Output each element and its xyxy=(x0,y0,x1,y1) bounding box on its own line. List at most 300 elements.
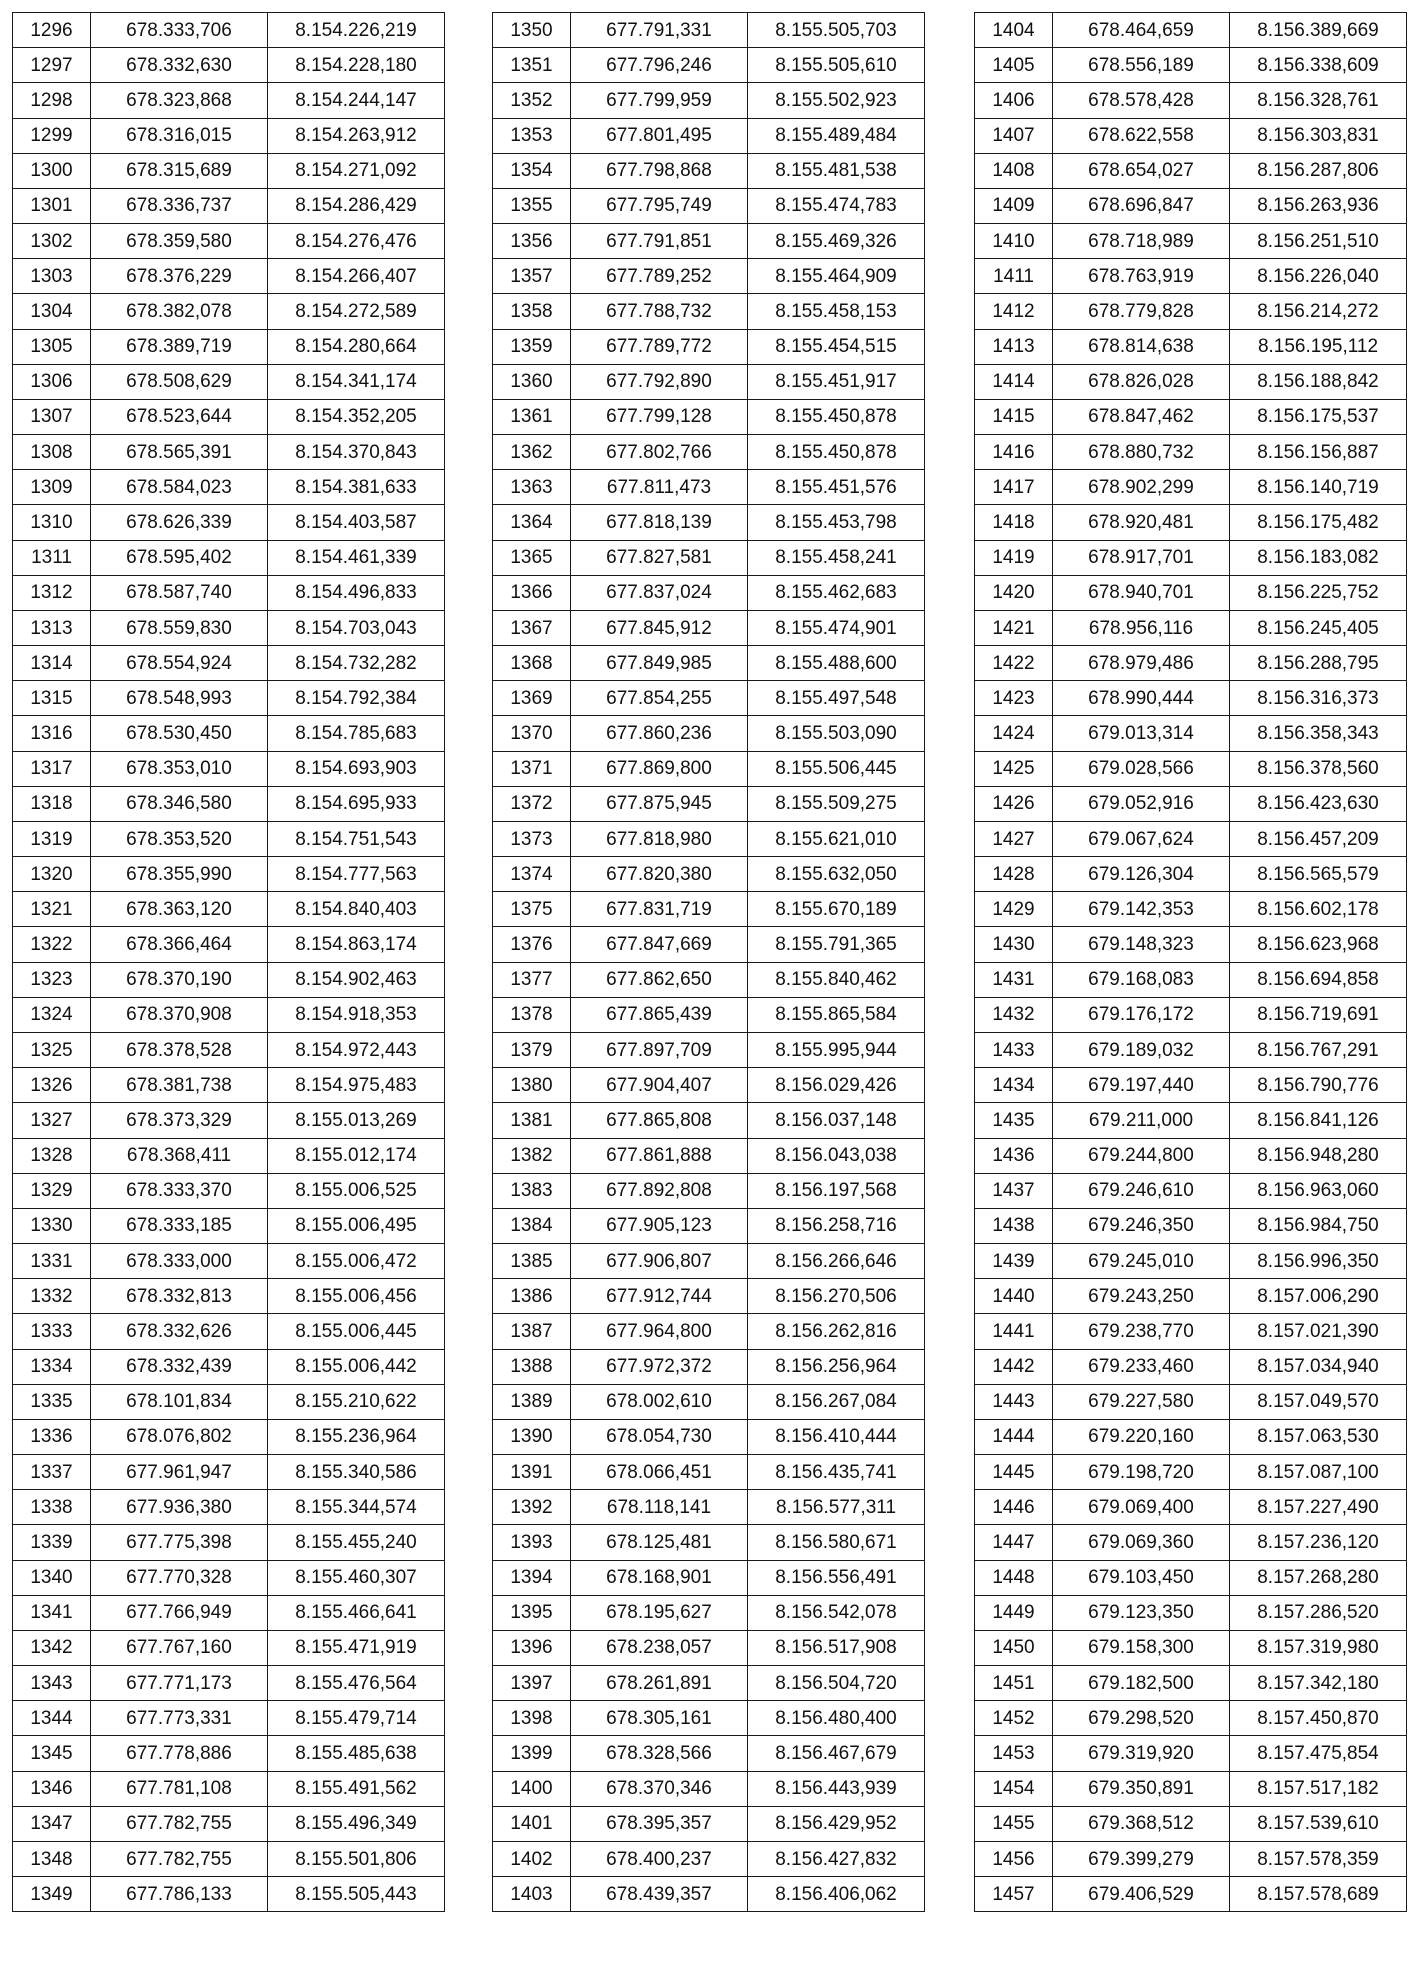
table-row xyxy=(13,1630,445,1665)
northing-cell: 8.155.458,153 xyxy=(748,294,925,329)
point-number-cell: 1376 xyxy=(493,927,571,962)
table-row xyxy=(13,1455,445,1490)
point-number-cell: 1306 xyxy=(13,364,91,399)
table-row xyxy=(13,1244,445,1279)
table-row xyxy=(13,927,445,962)
easting-cell: 679.211,000 xyxy=(1053,1103,1230,1138)
northing-cell: 8.157.227,490 xyxy=(1230,1490,1407,1525)
northing-cell: 8.155.497,548 xyxy=(748,681,925,716)
table-row xyxy=(975,1244,1407,1279)
northing-cell: 8.154.228,180 xyxy=(268,48,445,83)
table-row xyxy=(13,1806,445,1841)
easting-cell: 678.378,528 xyxy=(91,1032,268,1067)
easting-cell: 678.332,813 xyxy=(91,1279,268,1314)
point-number-cell: 1406 xyxy=(975,83,1053,118)
easting-cell: 678.261,891 xyxy=(571,1666,748,1701)
northing-cell: 8.156.029,426 xyxy=(748,1068,925,1103)
point-number-cell: 1438 xyxy=(975,1208,1053,1243)
easting-cell: 679.168,083 xyxy=(1053,962,1230,997)
table-row xyxy=(975,1525,1407,1560)
easting-cell: 677.861,888 xyxy=(571,1138,748,1173)
northing-cell: 8.155.460,307 xyxy=(268,1560,445,1595)
point-number-cell: 1315 xyxy=(13,681,91,716)
table-row xyxy=(13,1279,445,1314)
table-row xyxy=(493,716,925,751)
northing-cell: 8.157.034,940 xyxy=(1230,1349,1407,1384)
table-row xyxy=(13,1419,445,1454)
northing-cell: 8.155.450,878 xyxy=(748,435,925,470)
easting-cell: 679.013,314 xyxy=(1053,716,1230,751)
northing-cell: 8.156.267,084 xyxy=(748,1384,925,1419)
point-number-cell: 1444 xyxy=(975,1419,1053,1454)
point-number-cell: 1358 xyxy=(493,294,571,329)
point-number-cell: 1375 xyxy=(493,892,571,927)
easting-cell: 677.786,133 xyxy=(91,1877,268,1912)
point-number-cell: 1453 xyxy=(975,1736,1053,1771)
easting-cell: 679.198,720 xyxy=(1053,1455,1230,1490)
table-row xyxy=(13,118,445,153)
northing-cell: 8.155.474,783 xyxy=(748,188,925,223)
easting-cell: 679.126,304 xyxy=(1053,857,1230,892)
table-row xyxy=(13,1877,445,1912)
northing-cell: 8.154.263,912 xyxy=(268,118,445,153)
point-number-cell: 1316 xyxy=(13,716,91,751)
easting-cell: 679.142,353 xyxy=(1053,892,1230,927)
table-row xyxy=(975,259,1407,294)
northing-cell: 8.156.245,405 xyxy=(1230,610,1407,645)
point-number-cell: 1365 xyxy=(493,540,571,575)
table-row xyxy=(493,1279,925,1314)
table-row xyxy=(493,681,925,716)
table-row xyxy=(493,83,925,118)
table-row xyxy=(13,1701,445,1736)
point-number-cell: 1297 xyxy=(13,48,91,83)
table-row xyxy=(975,505,1407,540)
point-number-cell: 1320 xyxy=(13,857,91,892)
northing-cell: 8.155.476,564 xyxy=(268,1666,445,1701)
point-number-cell: 1332 xyxy=(13,1279,91,1314)
table-row xyxy=(493,540,925,575)
easting-cell: 678.328,566 xyxy=(571,1736,748,1771)
easting-cell: 677.770,328 xyxy=(91,1560,268,1595)
point-number-cell: 1361 xyxy=(493,399,571,434)
northing-cell: 8.156.175,482 xyxy=(1230,505,1407,540)
northing-cell: 8.155.340,586 xyxy=(268,1455,445,1490)
easting-cell: 677.897,709 xyxy=(571,1032,748,1067)
northing-cell: 8.154.496,833 xyxy=(268,575,445,610)
table-row xyxy=(13,997,445,1032)
northing-cell: 8.157.517,182 xyxy=(1230,1771,1407,1806)
northing-cell: 8.156.556,491 xyxy=(748,1560,925,1595)
table-row xyxy=(975,1595,1407,1630)
easting-cell: 677.869,800 xyxy=(571,751,748,786)
table-row xyxy=(493,470,925,505)
table-row xyxy=(975,294,1407,329)
table-row xyxy=(13,505,445,540)
northing-cell: 8.156.467,679 xyxy=(748,1736,925,1771)
northing-cell: 8.156.423,630 xyxy=(1230,786,1407,821)
northing-cell: 8.154.792,384 xyxy=(268,681,445,716)
table-row xyxy=(493,1736,925,1771)
easting-cell: 678.076,802 xyxy=(91,1419,268,1454)
northing-cell: 8.156.790,776 xyxy=(1230,1068,1407,1103)
easting-cell: 678.305,161 xyxy=(571,1701,748,1736)
easting-cell: 678.626,339 xyxy=(91,505,268,540)
table-row xyxy=(975,540,1407,575)
easting-cell: 678.389,719 xyxy=(91,329,268,364)
easting-cell: 677.972,372 xyxy=(571,1349,748,1384)
point-number-cell: 1352 xyxy=(493,83,571,118)
easting-cell: 678.508,629 xyxy=(91,364,268,399)
table-row xyxy=(493,1244,925,1279)
easting-cell: 677.782,755 xyxy=(91,1841,268,1876)
table-row xyxy=(975,399,1407,434)
point-number-cell: 1317 xyxy=(13,751,91,786)
northing-cell: 8.157.539,610 xyxy=(1230,1806,1407,1841)
northing-cell: 8.157.286,520 xyxy=(1230,1595,1407,1630)
point-number-cell: 1339 xyxy=(13,1525,91,1560)
easting-cell: 679.148,323 xyxy=(1053,927,1230,962)
easting-cell: 678.902,299 xyxy=(1053,470,1230,505)
easting-cell: 677.818,139 xyxy=(571,505,748,540)
northing-cell: 8.156.188,842 xyxy=(1230,364,1407,399)
point-number-cell: 1439 xyxy=(975,1244,1053,1279)
point-number-cell: 1449 xyxy=(975,1595,1053,1630)
northing-cell: 8.156.435,741 xyxy=(748,1455,925,1490)
northing-cell: 8.155.458,241 xyxy=(748,540,925,575)
point-number-cell: 1345 xyxy=(13,1736,91,1771)
northing-cell: 8.156.457,209 xyxy=(1230,821,1407,856)
northing-cell: 8.154.732,282 xyxy=(268,646,445,681)
northing-cell: 8.154.972,443 xyxy=(268,1032,445,1067)
point-number-cell: 1335 xyxy=(13,1384,91,1419)
point-number-cell: 1331 xyxy=(13,1244,91,1279)
point-number-cell: 1334 xyxy=(13,1349,91,1384)
easting-cell: 679.028,566 xyxy=(1053,751,1230,786)
northing-cell: 8.155.505,443 xyxy=(268,1877,445,1912)
easting-cell: 678.548,993 xyxy=(91,681,268,716)
easting-cell: 678.066,451 xyxy=(571,1455,748,1490)
point-number-cell: 1450 xyxy=(975,1630,1053,1665)
table-row xyxy=(493,118,925,153)
point-number-cell: 1340 xyxy=(13,1560,91,1595)
table-row xyxy=(13,1595,445,1630)
northing-cell: 8.154.840,403 xyxy=(268,892,445,927)
point-number-cell: 1319 xyxy=(13,821,91,856)
northing-cell: 8.155.006,445 xyxy=(268,1314,445,1349)
point-number-cell: 1367 xyxy=(493,610,571,645)
easting-cell: 677.801,495 xyxy=(571,118,748,153)
easting-cell: 677.827,581 xyxy=(571,540,748,575)
table-row xyxy=(975,1455,1407,1490)
northing-cell: 8.155.462,683 xyxy=(748,575,925,610)
table-row xyxy=(13,1032,445,1067)
point-number-cell: 1396 xyxy=(493,1630,571,1665)
northing-cell: 8.155.236,964 xyxy=(268,1419,445,1454)
easting-cell: 678.195,627 xyxy=(571,1595,748,1630)
point-number-cell: 1371 xyxy=(493,751,571,786)
northing-cell: 8.156.406,062 xyxy=(748,1877,925,1912)
northing-cell: 8.156.251,510 xyxy=(1230,224,1407,259)
northing-cell: 8.157.268,280 xyxy=(1230,1560,1407,1595)
northing-cell: 8.155.013,269 xyxy=(268,1103,445,1138)
easting-cell: 677.831,719 xyxy=(571,892,748,927)
northing-cell: 8.155.471,919 xyxy=(268,1630,445,1665)
northing-cell: 8.155.506,445 xyxy=(748,751,925,786)
easting-cell: 678.368,411 xyxy=(91,1138,268,1173)
easting-cell: 678.956,116 xyxy=(1053,610,1230,645)
northing-cell: 8.155.481,538 xyxy=(748,153,925,188)
table-row xyxy=(13,1208,445,1243)
table-row xyxy=(975,1560,1407,1595)
northing-cell: 8.156.258,716 xyxy=(748,1208,925,1243)
table-row xyxy=(975,1384,1407,1419)
northing-cell: 8.154.975,483 xyxy=(268,1068,445,1103)
easting-cell: 678.370,190 xyxy=(91,962,268,997)
point-number-cell: 1373 xyxy=(493,821,571,856)
point-number-cell: 1341 xyxy=(13,1595,91,1630)
table-row xyxy=(975,681,1407,716)
table-row xyxy=(493,1455,925,1490)
table-row xyxy=(975,83,1407,118)
point-number-cell: 1343 xyxy=(13,1666,91,1701)
northing-cell: 8.155.344,574 xyxy=(268,1490,445,1525)
point-number-cell: 1441 xyxy=(975,1314,1053,1349)
easting-cell: 677.799,128 xyxy=(571,399,748,434)
northing-cell: 8.156.225,752 xyxy=(1230,575,1407,610)
point-number-cell: 1387 xyxy=(493,1314,571,1349)
point-number-cell: 1409 xyxy=(975,188,1053,223)
point-number-cell: 1355 xyxy=(493,188,571,223)
easting-cell: 677.837,024 xyxy=(571,575,748,610)
table-row xyxy=(493,329,925,364)
northing-cell: 8.156.623,968 xyxy=(1230,927,1407,962)
table-row xyxy=(975,962,1407,997)
table-row xyxy=(493,1666,925,1701)
point-number-cell: 1445 xyxy=(975,1455,1053,1490)
northing-cell: 8.156.338,609 xyxy=(1230,48,1407,83)
easting-cell: 678.779,828 xyxy=(1053,294,1230,329)
point-number-cell: 1416 xyxy=(975,435,1053,470)
point-number-cell: 1298 xyxy=(13,83,91,118)
point-number-cell: 1404 xyxy=(975,13,1053,48)
easting-cell: 677.811,473 xyxy=(571,470,748,505)
easting-cell: 678.363,120 xyxy=(91,892,268,927)
easting-cell: 678.622,558 xyxy=(1053,118,1230,153)
point-number-cell: 1378 xyxy=(493,997,571,1032)
table-row xyxy=(975,224,1407,259)
easting-cell: 677.936,380 xyxy=(91,1490,268,1525)
point-number-cell: 1454 xyxy=(975,1771,1053,1806)
table-row xyxy=(975,435,1407,470)
point-number-cell: 1362 xyxy=(493,435,571,470)
easting-cell: 678.559,830 xyxy=(91,610,268,645)
northing-cell: 8.154.777,563 xyxy=(268,857,445,892)
point-number-cell: 1322 xyxy=(13,927,91,962)
northing-cell: 8.154.370,843 xyxy=(268,435,445,470)
easting-cell: 677.845,912 xyxy=(571,610,748,645)
coordinate-table-1 xyxy=(12,12,445,1912)
point-number-cell: 1401 xyxy=(493,1806,571,1841)
point-number-cell: 1397 xyxy=(493,1666,571,1701)
easting-cell: 679.067,624 xyxy=(1053,821,1230,856)
easting-cell: 678.523,644 xyxy=(91,399,268,434)
northing-cell: 8.156.517,908 xyxy=(748,1630,925,1665)
table-row xyxy=(13,1736,445,1771)
point-number-cell: 1302 xyxy=(13,224,91,259)
easting-cell: 678.880,732 xyxy=(1053,435,1230,470)
point-number-cell: 1323 xyxy=(13,962,91,997)
northing-cell: 8.155.451,917 xyxy=(748,364,925,399)
northing-cell: 8.154.352,205 xyxy=(268,399,445,434)
northing-cell: 8.155.485,638 xyxy=(268,1736,445,1771)
point-number-cell: 1308 xyxy=(13,435,91,470)
easting-cell: 678.464,659 xyxy=(1053,13,1230,48)
table-row xyxy=(975,1173,1407,1208)
northing-cell: 8.154.403,587 xyxy=(268,505,445,540)
northing-cell: 8.154.226,219 xyxy=(268,13,445,48)
easting-cell: 678.336,737 xyxy=(91,188,268,223)
table-row xyxy=(975,364,1407,399)
table-row xyxy=(493,364,925,399)
table-row xyxy=(975,153,1407,188)
table-row xyxy=(13,435,445,470)
table-row xyxy=(13,48,445,83)
northing-cell: 8.157.319,980 xyxy=(1230,1630,1407,1665)
easting-cell: 678.333,706 xyxy=(91,13,268,48)
northing-cell: 8.156.719,691 xyxy=(1230,997,1407,1032)
easting-cell: 678.530,450 xyxy=(91,716,268,751)
northing-cell: 8.155.496,349 xyxy=(268,1806,445,1841)
easting-cell: 678.315,689 xyxy=(91,153,268,188)
easting-cell: 677.818,980 xyxy=(571,821,748,856)
easting-cell: 677.865,439 xyxy=(571,997,748,1032)
easting-cell: 678.381,738 xyxy=(91,1068,268,1103)
northing-cell: 8.155.840,462 xyxy=(748,962,925,997)
table-row xyxy=(13,1138,445,1173)
point-number-cell: 1383 xyxy=(493,1173,571,1208)
table-row xyxy=(493,399,925,434)
northing-cell: 8.154.918,353 xyxy=(268,997,445,1032)
table-row xyxy=(13,1666,445,1701)
table-row xyxy=(493,1560,925,1595)
point-number-cell: 1455 xyxy=(975,1806,1053,1841)
table-row xyxy=(13,294,445,329)
point-number-cell: 1457 xyxy=(975,1877,1053,1912)
northing-cell: 8.156.443,939 xyxy=(748,1771,925,1806)
easting-cell: 677.964,800 xyxy=(571,1314,748,1349)
table-row xyxy=(975,892,1407,927)
easting-cell: 678.168,901 xyxy=(571,1560,748,1595)
easting-cell: 678.826,028 xyxy=(1053,364,1230,399)
point-number-cell: 1412 xyxy=(975,294,1053,329)
easting-cell: 678.332,626 xyxy=(91,1314,268,1349)
point-number-cell: 1312 xyxy=(13,575,91,610)
easting-cell: 679.182,500 xyxy=(1053,1666,1230,1701)
point-number-cell: 1342 xyxy=(13,1630,91,1665)
point-number-cell: 1344 xyxy=(13,1701,91,1736)
table-row xyxy=(493,435,925,470)
northing-cell: 8.156.037,148 xyxy=(748,1103,925,1138)
easting-cell: 677.820,380 xyxy=(571,857,748,892)
point-number-cell: 1436 xyxy=(975,1138,1053,1173)
easting-cell: 679.052,916 xyxy=(1053,786,1230,821)
easting-cell: 677.795,749 xyxy=(571,188,748,223)
northing-cell: 8.156.542,078 xyxy=(748,1595,925,1630)
easting-cell: 678.054,730 xyxy=(571,1419,748,1454)
table-row xyxy=(13,1490,445,1525)
table-row xyxy=(493,1841,925,1876)
easting-cell: 678.346,580 xyxy=(91,786,268,821)
northing-cell: 8.156.580,671 xyxy=(748,1525,925,1560)
table-row xyxy=(13,646,445,681)
table-row xyxy=(975,857,1407,892)
table-row xyxy=(493,821,925,856)
easting-cell: 678.763,919 xyxy=(1053,259,1230,294)
point-number-cell: 1370 xyxy=(493,716,571,751)
easting-cell: 678.373,329 xyxy=(91,1103,268,1138)
northing-cell: 8.157.236,120 xyxy=(1230,1525,1407,1560)
easting-cell: 679.238,770 xyxy=(1053,1314,1230,1349)
point-number-cell: 1333 xyxy=(13,1314,91,1349)
northing-cell: 8.156.841,126 xyxy=(1230,1103,1407,1138)
table-row xyxy=(493,13,925,48)
easting-cell: 677.781,108 xyxy=(91,1771,268,1806)
point-number-cell: 1427 xyxy=(975,821,1053,856)
table-row xyxy=(13,1068,445,1103)
easting-cell: 678.940,701 xyxy=(1053,575,1230,610)
table-row xyxy=(13,329,445,364)
point-number-cell: 1424 xyxy=(975,716,1053,751)
table-row xyxy=(493,1490,925,1525)
easting-cell: 678.814,638 xyxy=(1053,329,1230,364)
point-number-cell: 1413 xyxy=(975,329,1053,364)
table-row xyxy=(493,646,925,681)
point-number-cell: 1425 xyxy=(975,751,1053,786)
northing-cell: 8.156.183,082 xyxy=(1230,540,1407,575)
northing-cell: 8.155.502,923 xyxy=(748,83,925,118)
point-number-cell: 1384 xyxy=(493,1208,571,1243)
point-number-cell: 1421 xyxy=(975,610,1053,645)
easting-cell: 679.298,520 xyxy=(1053,1701,1230,1736)
easting-cell: 678.101,834 xyxy=(91,1384,268,1419)
easting-cell: 677.798,868 xyxy=(571,153,748,188)
point-number-cell: 1414 xyxy=(975,364,1053,399)
point-number-cell: 1411 xyxy=(975,259,1053,294)
table-row xyxy=(975,1103,1407,1138)
point-number-cell: 1393 xyxy=(493,1525,571,1560)
northing-cell: 8.154.703,043 xyxy=(268,610,445,645)
point-number-cell: 1357 xyxy=(493,259,571,294)
point-number-cell: 1363 xyxy=(493,470,571,505)
table-row xyxy=(975,188,1407,223)
point-number-cell: 1429 xyxy=(975,892,1053,927)
northing-cell: 8.154.695,933 xyxy=(268,786,445,821)
northing-cell: 8.155.491,562 xyxy=(268,1771,445,1806)
table-row xyxy=(975,1736,1407,1771)
table-row xyxy=(493,259,925,294)
table-row xyxy=(13,716,445,751)
northing-cell: 8.155.451,576 xyxy=(748,470,925,505)
table-row xyxy=(493,1173,925,1208)
easting-cell: 678.979,486 xyxy=(1053,646,1230,681)
table-row xyxy=(493,224,925,259)
easting-cell: 679.197,440 xyxy=(1053,1068,1230,1103)
point-number-cell: 1346 xyxy=(13,1771,91,1806)
point-number-cell: 1382 xyxy=(493,1138,571,1173)
table-row xyxy=(493,294,925,329)
easting-cell: 679.069,360 xyxy=(1053,1525,1230,1560)
